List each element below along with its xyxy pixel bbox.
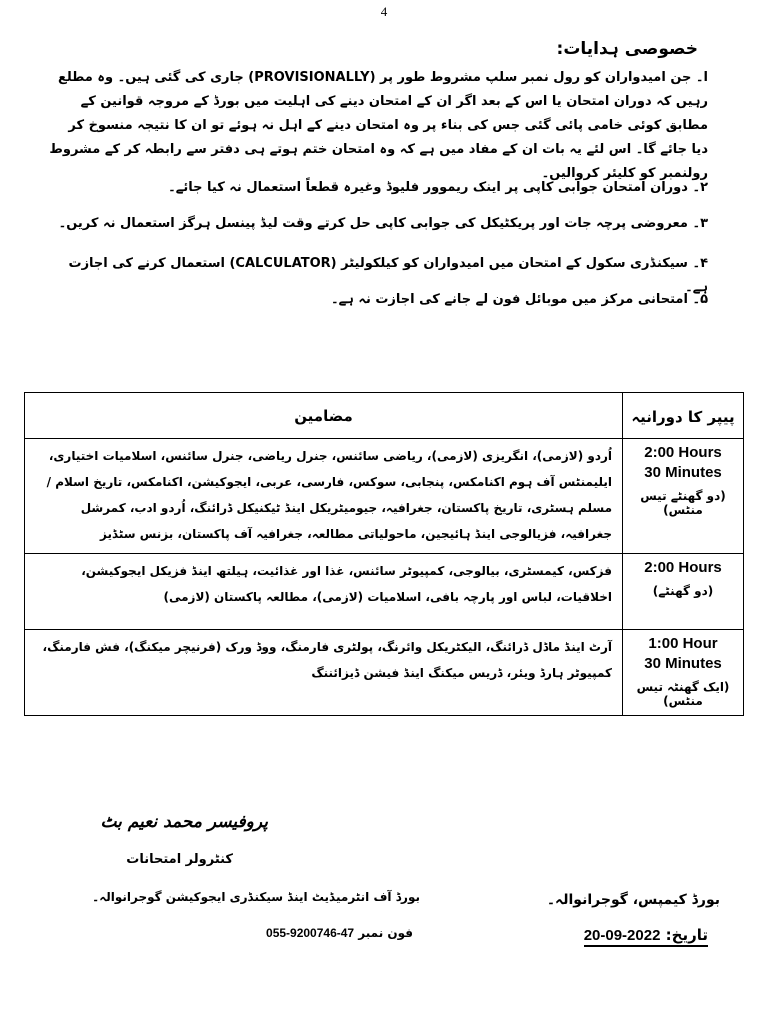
page-number: 4	[380, 4, 388, 19]
special-instructions-heading: خصوصی ہدایات:	[556, 39, 698, 59]
subjects-cell: اُردو (لازمی)، انگریزی (لازمی)، ریاضی سائنس، جنرل ریاضی، جنرل سائنس، اسلامیات اختیاری، ایلیمنٹس آف ہوم اکنامکس، پنجابی، سوکس، فارسی، عربی، ایجوکیشن، اکنامکس، تاریخ اسلام / مسلم ہسٹری، تاریخ پاکستان، جغرافیہ، جیومیٹریکل اینڈ ٹیکنیکل ڈرائنگ، اُردو ادب، کمرشل جغرافیہ، فزیالوجی اینڈ ہائیجین، ماحولیاتی مطالعہ، جغرافیہ آف پاکستان، بزنس سٹڈیز	[25, 439, 623, 554]
instruction-5: ۵۔ امتحانی مرکز میں موبائل فون لے جانے کی اجازت نہ ہے۔	[330, 292, 708, 307]
duration-minutes: 30 Minutes	[644, 464, 722, 481]
duration-hours: 2:00 Hours	[644, 444, 722, 461]
date-label: تاریخ:	[665, 926, 708, 944]
issue-date	[584, 926, 708, 947]
instruction-4: ۴۔ سیکنڈری سکول کے امتحان میں امیدواران کو کیلکولیٹر (CALCULATOR) استعمال کرنے کی اجازت ہے۔	[68, 256, 708, 295]
table-row	[25, 630, 744, 716]
duration-urdu: (ایک گھنٹہ تیس منٹس)	[636, 680, 730, 708]
duration-cell	[623, 630, 744, 716]
signatory-title: کنٹرولر امتحانات	[126, 852, 233, 867]
duration-cell	[623, 554, 744, 630]
duration-urdu: (دو گھنٹے تیس منٹس)	[640, 489, 726, 517]
signatory-name: پروفیسر محمد نعیم بٹ	[100, 812, 268, 832]
duration-minutes: 30 Minutes	[644, 655, 722, 672]
phone-number: 055-9200746-47	[266, 926, 355, 940]
table-row	[25, 554, 744, 630]
duration-urdu: (دو گھنٹے)	[652, 584, 714, 598]
duration-cell	[623, 439, 744, 554]
signatory-organization: بورڈ آف انٹرمیڈیٹ اینڈ سیکنڈری ایجوکیشن گوجرانوالہ۔	[92, 890, 420, 904]
subjects-column-header: مضامین	[25, 393, 623, 439]
date-value: 20-09-2022	[583, 927, 661, 944]
instruction-1: ا۔ جن امیدواران کو رول نمبر سلپ مشروط طور پر (PROVISIONALLY) جاری کی گئی ہیں۔ وہ مطلع رہیں کہ دوران امتحان یا اس کے بعد اگر ان کے امتحان دینے کی اہلیت میں بورڈ کے مروجہ قوانین کے مطابق کوئی خامی پائی گئی جس کی بناء پر وہ امتحان دینے کے اہل نہ ہوئے تو ان کا نتیجہ منسوخ کر دیا جائے گا۔ اس لئے یہ بات ان کے مفاد میں ہے کہ وہ امتحان ختم ہوتے ہی دفتر سے رابطہ کر کے مشروط رولنمبر کو کلیئر کروالیں۔	[49, 70, 708, 181]
duration-column-header: پیپر کا دورانیہ	[623, 393, 744, 439]
phone-label: فون نمبر	[358, 926, 413, 940]
duration-hours: 2:00 Hours	[644, 559, 722, 576]
duration-hours: 1:00 Hour	[648, 635, 718, 652]
instruction-3: ۳۔ معروضی پرچہ جات اور پریکٹیکل کی جوابی کاپی حل کرتے وقت لیڈ پینسل ہرگز استعمال نہ کریں۔	[58, 216, 708, 231]
signatory-phone	[266, 926, 413, 940]
campus-address: بورڈ کیمپس، گوجرانوالہ۔	[546, 892, 720, 908]
table-header-row	[25, 393, 744, 439]
subjects-cell: فزکس، کیمسٹری، بیالوجی، کمپیوٹر سائنس، غذا اور غذائیت، ہیلتھ اینڈ فزیکل ایجوکیشن، اخلاقیات، لباس اور پارچہ بافی، اسلامیات (لازمی)، مطالعہ پاکستان (لازمی)	[25, 554, 623, 630]
instruction-2: ۲۔ دوران امتحان جوابی کاپی پر اینک ریموور فلیوڈ وغیرہ قطعاً استعمال نہ کیا جائے۔	[168, 180, 708, 195]
paper-duration-table	[24, 392, 744, 716]
table-row	[25, 439, 744, 554]
subjects-cell: آرٹ اینڈ ماڈل ڈرائنگ، الیکٹریکل وائرنگ، پولٹری فارمنگ، ووڈ ورک (فرنیچر میکنگ)، فش فارمنگ، کمپیوٹر ہارڈ ویئر، ڈریس میکنگ اینڈ فیشن ڈیزائننگ	[25, 630, 623, 716]
